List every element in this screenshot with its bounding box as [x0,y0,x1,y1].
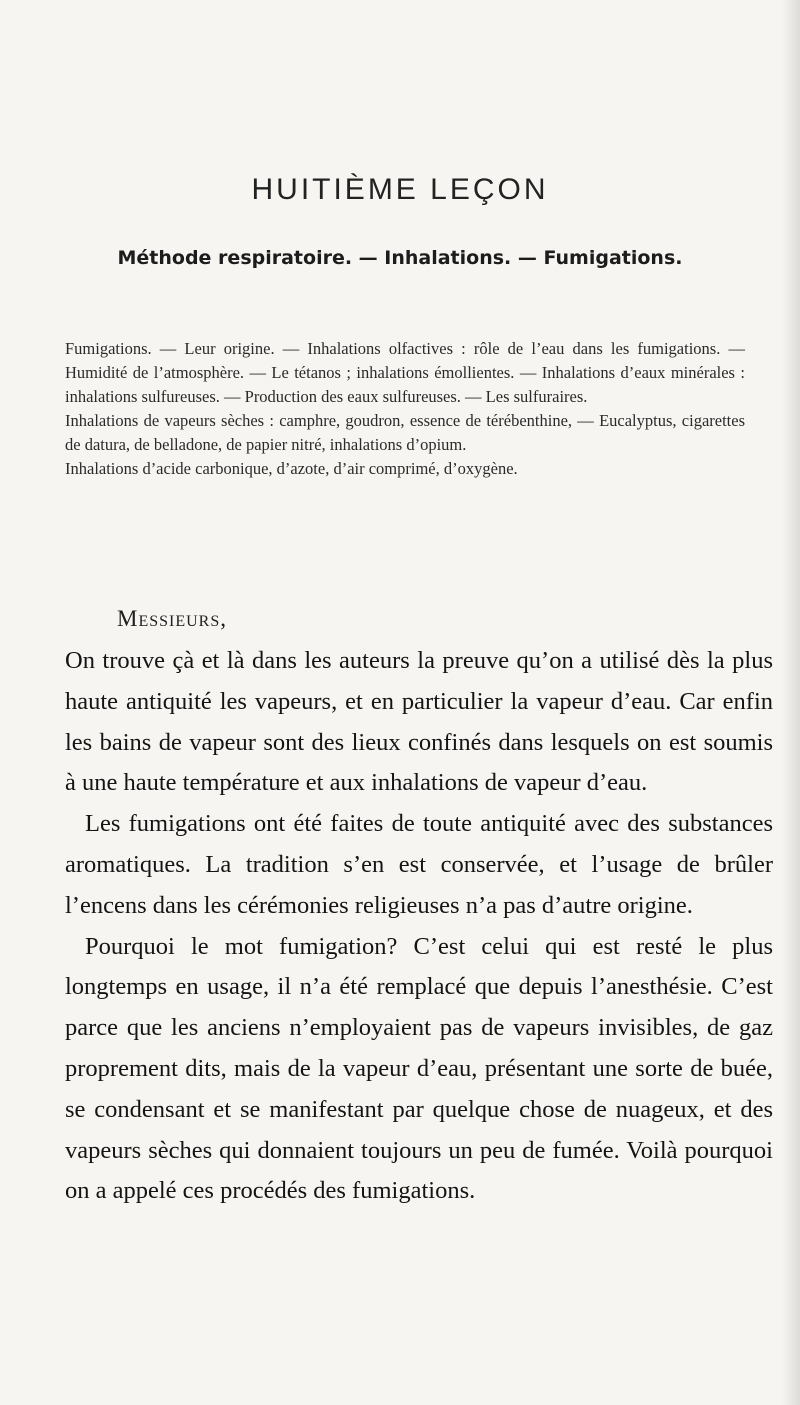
lecture-body [65,641,773,1212]
chapter-summary [65,337,745,481]
salutation: Messieurs, [117,606,227,631]
summary-paragraph: Inhalations de vapeurs sèches : camphre, goudron, essence de térébenthine, — Eucalyptus, cigarettes de datura, de belladone, de papier nitré, inhalations d’opium. [65,411,745,454]
chapter-title: HUITIÈME LEÇON [251,173,549,206]
body-paragraph: Pourquoi le mot fumigation? C’est celui qui est resté le plus longtemps en usage, il n’a été remplacé que depuis l’anesthésie. C’est parce que les anciens n’employaient pas de vapeurs invisibles, de gaz proprement dits, mais de la vapeur d’eau, présentant une sorte de buée, se condensant et se manifestant par quelque chose de nuageux, et des vapeurs sèches qui donnaient toujours un peu de fumée. Voilà pourquoi on a appelé ces procédés des fumigations. [65,932,773,1205]
summary-paragraph: Fumigations. — Leur origine. — Inhalations olfactives : rôle de l’eau dans les fumigations. — Humidité de l’atmosphère. — Le tétanos ; inhalations émollientes. — Inhalations d’eaux minérales : inhalations sulfureuses. — Production des eaux sulfureuses. — Les sulfuraires. [65,339,745,406]
page-edge-shadow [782,0,800,1405]
chapter-subtitle: Méthode respiratoire. — Inhalations. — Fumigations. [117,247,683,269]
body-paragraph: On trouve çà et là dans les auteurs la preuve qu’on a utilisé dès la plus haute antiquité les vapeurs, et en particulier la vapeur d’eau. Car enfin les bains de vapeur sont des lieux confinés dans lesquels on est soumis à une haute température et aux inhalations de vapeur d’eau. [65,647,773,797]
body-paragraph: Les fumigations ont été faites de toute antiquité avec des substances aromatiques. La tradition s’en est conservée, et l’usage de brûler l’encens dans les cérémonies religieuses n’a pas d’autre origine. [65,810,773,919]
summary-paragraph: Inhalations d’acide carbonique, d’azote, d’air comprimé, d’oxygène. [65,459,518,478]
